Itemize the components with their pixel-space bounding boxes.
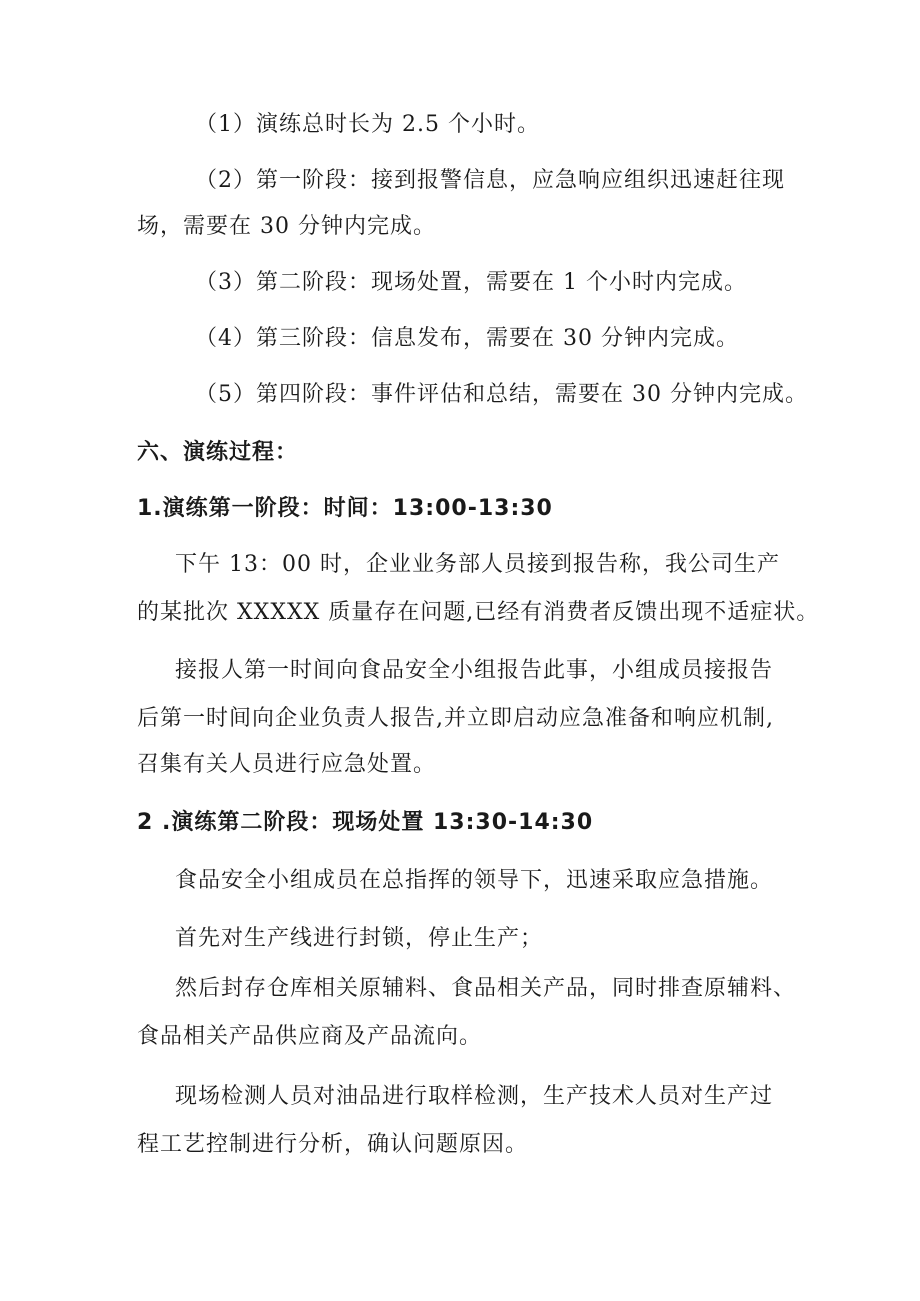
paragraph-6-line-2: 程工艺控制进行分析，确认问题原因。 bbox=[137, 1132, 529, 1157]
stage-item-2-cont: 场，需要在 30 分钟内完成。 bbox=[137, 214, 436, 239]
paragraph-2-line-1: 接报人第一时间向食品安全小组报告此事，小组成员接报告 bbox=[175, 658, 774, 683]
paragraph-1-line-2: 的某批次 XXXXX 质量存在问题,已经有消费者反馈出现不适症状。 bbox=[137, 600, 820, 625]
paragraph-5-line-1: 然后封存仓库相关原辅料、食品相关产品，同时排查原辅料、 bbox=[175, 976, 797, 1001]
subsection-heading-2: 2 .演练第二阶段：现场处置 13:30-14:30 bbox=[137, 810, 594, 835]
paragraph-4: 首先对生产线进行封锁，停止生产； bbox=[175, 926, 544, 951]
subsection-heading-1: 1.演练第一阶段：时间：13:00-13:30 bbox=[137, 496, 553, 521]
paragraph-1-line-1: 下午 13：00 时，企业业务部人员接到报告称，我公司生产 bbox=[175, 552, 780, 577]
stage-item-1: （1）演练总时长为 2.5 个小时。 bbox=[195, 112, 540, 137]
paragraph-2-line-2: 后第一时间向企业负责人报告,并立即启动应急准备和响应机制, bbox=[137, 706, 774, 731]
stage-item-2: （2）第一阶段：接到报警信息，应急响应组织迅速赶往现 bbox=[195, 168, 785, 193]
stage-item-4: （4）第三阶段：信息发布，需要在 30 分钟内完成。 bbox=[195, 326, 739, 351]
paragraph-3: 食品安全小组成员在总指挥的领导下，迅速采取应急措施。 bbox=[175, 868, 774, 893]
section-heading-6: 六、演练过程： bbox=[137, 440, 299, 465]
paragraph-5-line-2: 食品相关产品供应商及产品流向。 bbox=[137, 1024, 483, 1049]
stage-item-3: （3）第二阶段：现场处置，需要在 1 个小时内完成。 bbox=[195, 270, 747, 295]
paragraph-2-line-3: 召集有关人员进行应急处置。 bbox=[137, 752, 437, 777]
paragraph-6-line-1: 现场检测人员对油品进行取样检测，生产技术人员对生产过 bbox=[175, 1084, 774, 1109]
stage-item-5: （5）第四阶段：事件评估和总结，需要在 30 分钟内完成。 bbox=[195, 382, 808, 407]
